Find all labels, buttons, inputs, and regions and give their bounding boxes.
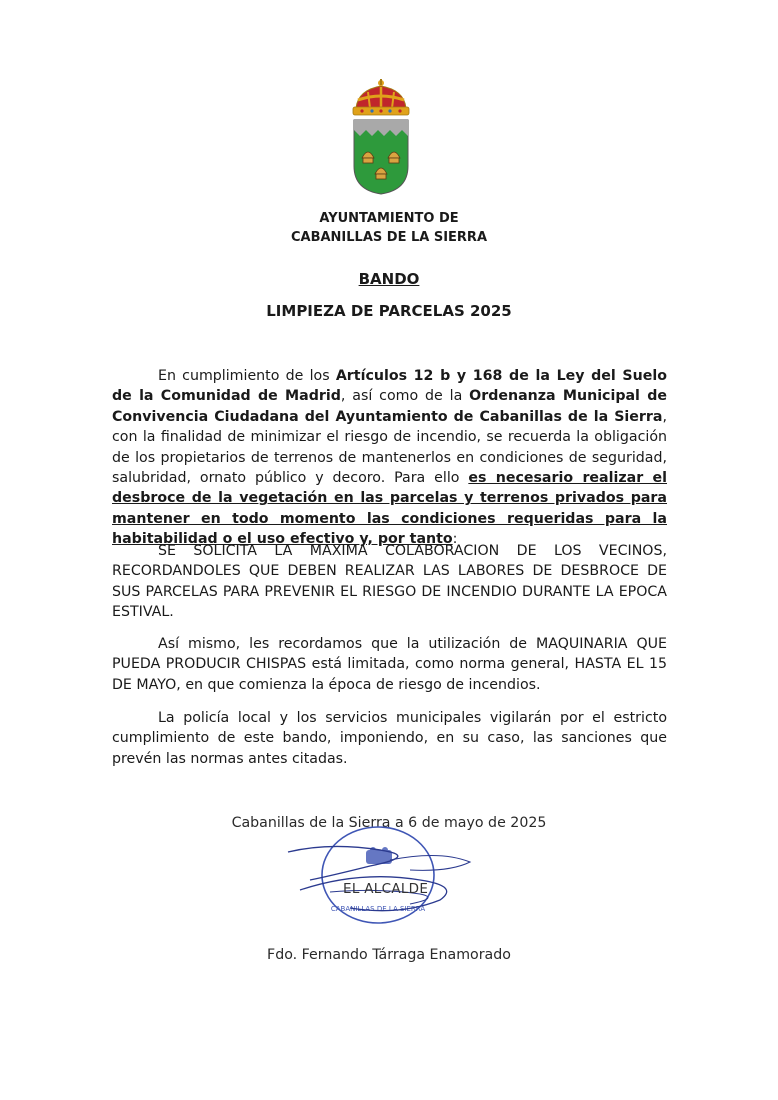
document-subtitle: LIMPIEZA DE PARCELAS 2025: [266, 302, 512, 320]
coat-of-arms-icon: [348, 78, 414, 198]
stamp-text: CABANILLAS DE LA SIERRA: [330, 905, 426, 913]
document-title: BANDO: [358, 270, 420, 288]
paragraph-legal-basis: [112, 366, 667, 550]
ordinance-reference: Ordenanza Municipal de Convivencia Ciudadana del Ayuntamiento de Cabanillas de la Sierra: [112, 388, 667, 425]
signer-name: Fdo. Fernando Tárraga Enamorado: [267, 947, 511, 963]
signature-title: EL ALCALDE: [343, 881, 429, 897]
signature-stamp-icon: [270, 820, 510, 930]
paragraph-machinery: Así mismo, les recordamos que la utilización de MAQUINARIA QUE PUEDA PRODUCIR CHISPAS está limitada, como norma general, HASTA EL 15 DE MAYO, en que comienza la época de riesgo de incendios.: [112, 636, 667, 693]
law-reference: Artículos 12 b y 168 de la Ley del Suelo de la Comunidad de Madrid: [112, 368, 667, 405]
date-line: Cabanillas de la Sierra a 6 de mayo de 2025: [231, 815, 547, 831]
text-run: , con la finalidad de minimizar el riesgo de incendio, se recuerda la obligación de los propietarios de terrenos de mantenerlos en condiciones de seguridad, salubridad, ornato público y decoro. Para ello: [112, 408, 667, 487]
paragraph-enforcement: La policía local y los servicios municipales vigilarán por el estricto cumplimiento de este bando, imponiendo, en su caso, las sanciones que prevén las normas antes citadas.: [112, 710, 667, 767]
institution-name-line2: CABANILLAS DE LA SIERRA: [290, 230, 488, 245]
text-run: En cumplimiento de los: [158, 368, 336, 384]
obligation-statement: es necesario realizar el desbroce de la vegetación en las parcelas y terrenos privados para mantener en todo momento las condiciones requeridas para la habitabilidad o el uso efectivo y, por tanto: [112, 470, 667, 548]
institution-name-line1: AYUNTAMIENTO DE: [319, 211, 459, 226]
text-run: , así como de la: [340, 388, 470, 405]
paragraph-request: SE SOLICITA LA MAXIMA COLABORACION DE LOS VECINOS, RECORDANDOLES QUE DEBEN REALIZAR LAS LABORES DE DESBROCE DE SUS PARCELAS PARA PREVENIR EL RIESGO DE INCENDIO DURANTE LA EPOCA ESTIVAL.: [112, 543, 667, 621]
text-run: :: [452, 531, 458, 548]
